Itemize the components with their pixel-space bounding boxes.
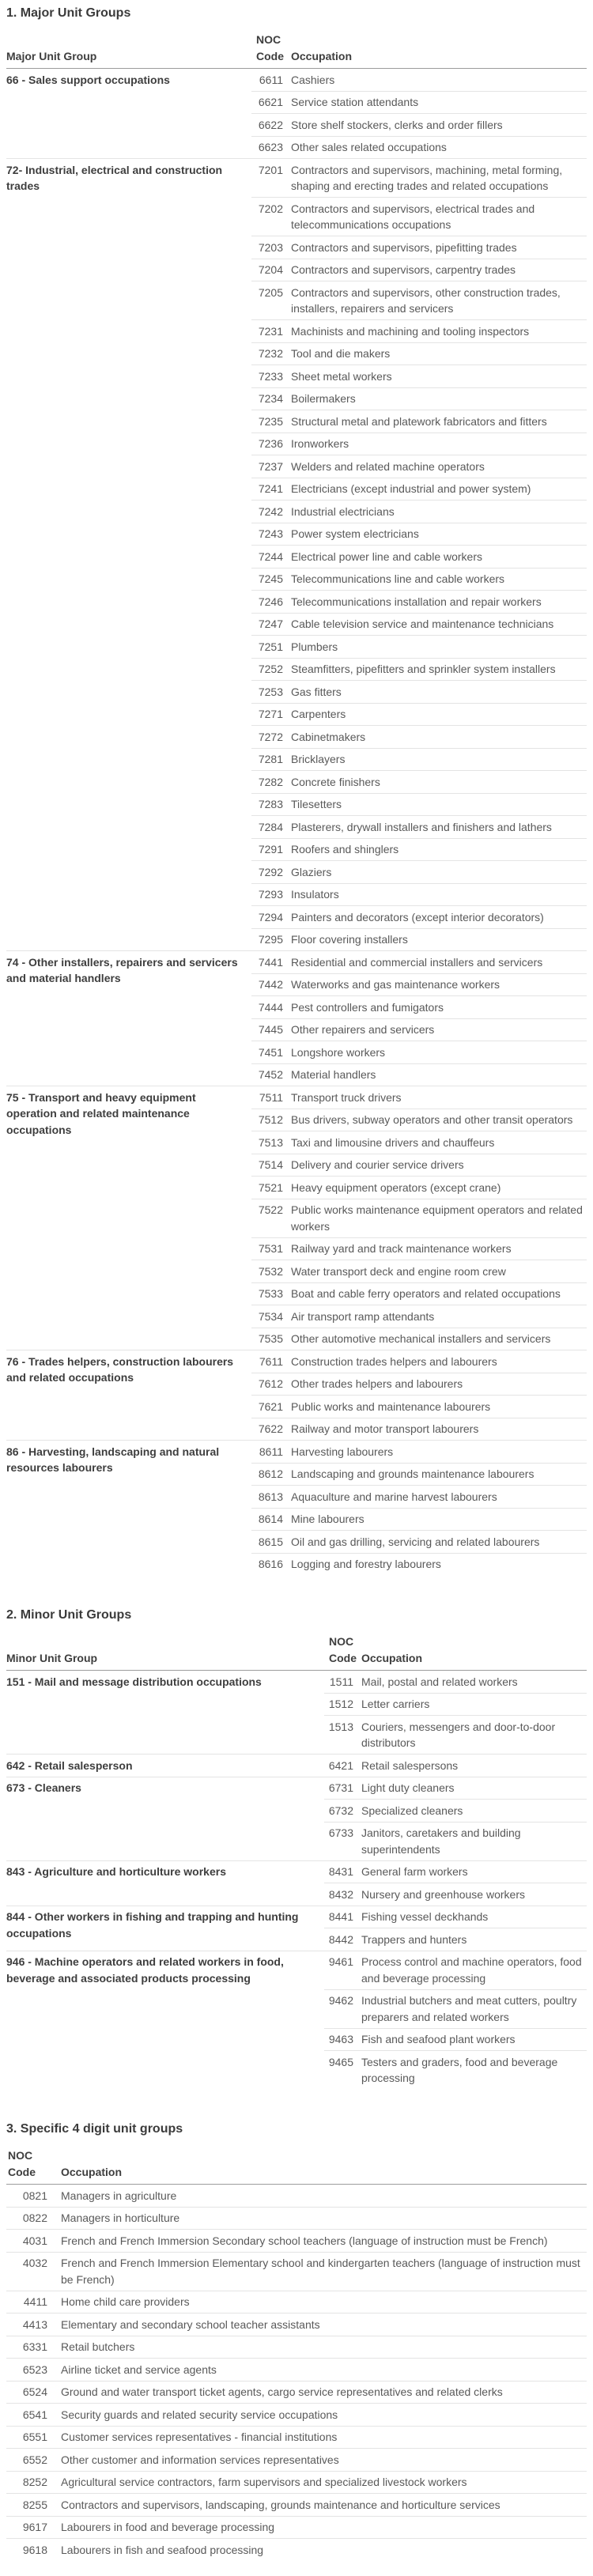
unit-group-name: 844 - Other workers in fishing and trapping and hunting occupations bbox=[6, 1906, 324, 1951]
noc-code: 7521 bbox=[251, 1177, 291, 1199]
noc-code: 8442 bbox=[324, 1928, 361, 1951]
noc-code: 7294 bbox=[251, 906, 291, 929]
occupation: Fishing vessel deckhands bbox=[361, 1906, 587, 1928]
noc-code: 7245 bbox=[251, 568, 291, 591]
table-row bbox=[6, 2313, 587, 2336]
noc-code: 7235 bbox=[251, 410, 291, 433]
noc-code: 8612 bbox=[251, 1463, 291, 1486]
occupation: Painters and decorators (except interior decorators) bbox=[291, 906, 587, 929]
noc-code: 7203 bbox=[251, 236, 291, 259]
occupation: Customer services representatives - financial institutions bbox=[55, 2426, 587, 2449]
occupation: Other automotive mechanical installers and servicers bbox=[291, 1328, 587, 1350]
noc-code: 1512 bbox=[324, 1693, 361, 1716]
table-row bbox=[6, 2404, 587, 2427]
noc-code: 7292 bbox=[251, 861, 291, 884]
column-header-noc-code: NOC Code bbox=[251, 32, 291, 69]
unit-group-name: 946 - Machine operators and related workers in food, beverage and associated products processing bbox=[6, 1951, 324, 2089]
occupation: Contractors and supervisors, other construction trades, installers, repairers and servicers bbox=[291, 281, 587, 320]
occupation: Store shelf stockers, clerks and order fillers bbox=[291, 114, 587, 137]
unit-group-name: 86 - Harvesting, landscaping and natural resources labourers bbox=[6, 1441, 251, 1576]
noc-code: 1513 bbox=[324, 1716, 361, 1754]
noc-code: 7281 bbox=[251, 748, 291, 771]
occupation: Managers in horticulture bbox=[55, 2207, 587, 2230]
table-row bbox=[6, 2291, 587, 2313]
table-row bbox=[6, 1671, 587, 1694]
occupation: Water transport deck and engine room crew bbox=[291, 1260, 587, 1283]
table-row bbox=[6, 1086, 587, 1109]
occupation: Welders and related machine operators bbox=[291, 455, 587, 478]
occupation: Plasterers, drywall installers and finishers and lathers bbox=[291, 816, 587, 839]
occupation: Retail salespersons bbox=[361, 1754, 587, 1777]
noc-code: 6733 bbox=[324, 1822, 361, 1860]
table-row bbox=[6, 2230, 587, 2253]
noc-code: 8441 bbox=[324, 1906, 361, 1928]
noc-code: 7532 bbox=[251, 1260, 291, 1283]
noc-code: 7237 bbox=[251, 455, 291, 478]
noc-code: 6732 bbox=[324, 1800, 361, 1822]
occupation: Carpenters bbox=[291, 703, 587, 726]
noc-code: 7512 bbox=[251, 1109, 291, 1131]
table-row bbox=[6, 159, 587, 198]
occupation: Janitors, caretakers and building superintendents bbox=[361, 1822, 587, 1860]
occupation: Plumbers bbox=[291, 636, 587, 659]
noc-code: 6552 bbox=[6, 2449, 55, 2472]
occupation: Heavy equipment operators (except crane) bbox=[291, 1177, 587, 1199]
noc-code: 7271 bbox=[251, 703, 291, 726]
noc-code: 7204 bbox=[251, 259, 291, 281]
occupation: Couriers, messengers and door-to-door distributors bbox=[361, 1716, 587, 1754]
occupation: Letter carriers bbox=[361, 1693, 587, 1716]
noc-code: 6524 bbox=[6, 2381, 55, 2404]
noc-code: 6551 bbox=[6, 2426, 55, 2449]
column-header-group: Minor Unit Group bbox=[6, 1634, 324, 1671]
table-body bbox=[6, 69, 587, 1576]
unit-group-name: 72- Industrial, electrical and construction trades bbox=[6, 159, 251, 951]
noc-code: 0821 bbox=[6, 2185, 55, 2208]
table-row bbox=[6, 2359, 587, 2381]
occupation: Contractors and supervisors, landscaping, grounds maintenance and horticulture services bbox=[55, 2494, 587, 2517]
noc-code: 7233 bbox=[251, 365, 291, 388]
section-minor-unit-groups bbox=[6, 1608, 587, 2089]
noc-code: 7535 bbox=[251, 1328, 291, 1350]
occupation: Other trades helpers and labourers bbox=[291, 1373, 587, 1396]
occupation: Telecommunications installation and repair workers bbox=[291, 591, 587, 614]
noc-code: 7621 bbox=[251, 1396, 291, 1418]
noc-code: 0822 bbox=[6, 2207, 55, 2230]
noc-code: 7511 bbox=[251, 1086, 291, 1109]
column-header-noc-code: NOC Code bbox=[6, 2147, 55, 2185]
table-row bbox=[6, 1441, 587, 1464]
table-header-row bbox=[6, 1634, 587, 1671]
occupation: Mine labourers bbox=[291, 1508, 587, 1531]
occupation: Mail, postal and related workers bbox=[361, 1671, 587, 1694]
noc-code: 7612 bbox=[251, 1373, 291, 1396]
occupation: Concrete finishers bbox=[291, 771, 587, 794]
noc-code: 7205 bbox=[251, 281, 291, 320]
table-row bbox=[6, 2471, 587, 2494]
occupation: Contractors and supervisors, electrical trades and telecommunications occupations bbox=[291, 198, 587, 236]
table-row bbox=[6, 2252, 587, 2291]
noc-code: 7444 bbox=[251, 996, 291, 1019]
column-header-occupation: Occupation bbox=[55, 2147, 587, 2185]
noc-code: 8614 bbox=[251, 1508, 291, 1531]
occupation: Pest controllers and fumigators bbox=[291, 996, 587, 1019]
occupation: Agricultural service contractors, farm supervisors and specialized livestock workers bbox=[55, 2471, 587, 2494]
section-title-major: 1. Major Unit Groups bbox=[6, 6, 131, 20]
occupation: Air transport ramp attendants bbox=[291, 1305, 587, 1328]
table-row bbox=[6, 2494, 587, 2517]
occupation: Public works maintenance equipment operators and related workers bbox=[291, 1199, 587, 1237]
occupation: Bricklayers bbox=[291, 748, 587, 771]
noc-code: 7441 bbox=[251, 951, 291, 974]
occupation: Delivery and courier service drivers bbox=[291, 1154, 587, 1177]
occupation: Residential and commercial installers and servicers bbox=[291, 951, 587, 974]
occupation: Tilesetters bbox=[291, 793, 587, 816]
occupation: Tool and die makers bbox=[291, 342, 587, 365]
occupation: Electrical power line and cable workers bbox=[291, 546, 587, 568]
noc-code: 8611 bbox=[251, 1441, 291, 1464]
unit-group-name: 151 - Mail and message distribution occupations bbox=[6, 1671, 324, 1754]
occupation: Cable television service and maintenance technicians bbox=[291, 613, 587, 636]
noc-code: 7293 bbox=[251, 883, 291, 906]
noc-code: 8252 bbox=[6, 2471, 55, 2494]
table-body bbox=[6, 1671, 587, 2090]
occupation: Railway and motor transport labourers bbox=[291, 1418, 587, 1441]
column-header-occupation: Occupation bbox=[361, 1634, 587, 1671]
table-row bbox=[6, 2516, 587, 2539]
table-row bbox=[6, 2449, 587, 2472]
noc-code: 7282 bbox=[251, 771, 291, 794]
occupation: Managers in agriculture bbox=[55, 2185, 587, 2208]
noc-code: 8255 bbox=[6, 2494, 55, 2517]
table-row bbox=[6, 1906, 587, 1928]
table-row bbox=[6, 1951, 587, 1989]
noc-code: 7284 bbox=[251, 816, 291, 839]
occupation: Taxi and limousine drivers and chauffeurs bbox=[291, 1131, 587, 1154]
table-row bbox=[6, 1777, 587, 1800]
noc-code: 7452 bbox=[251, 1063, 291, 1086]
noc-code: 7442 bbox=[251, 973, 291, 996]
occupation: Fish and seafood plant workers bbox=[361, 2028, 587, 2051]
noc-code: 7622 bbox=[251, 1418, 291, 1441]
occupation: Elementary and secondary school teacher assistants bbox=[55, 2313, 587, 2336]
occupation: Longshore workers bbox=[291, 1041, 587, 1064]
occupation: Boilermakers bbox=[291, 387, 587, 410]
occupation: Transport truck drivers bbox=[291, 1086, 587, 1109]
occupation: Other sales related occupations bbox=[291, 136, 587, 159]
noc-code: 7522 bbox=[251, 1199, 291, 1237]
occupation: Waterworks and gas maintenance workers bbox=[291, 973, 587, 996]
occupation: Specialized cleaners bbox=[361, 1800, 587, 1822]
noc-code: 7201 bbox=[251, 159, 291, 198]
noc-code: 7247 bbox=[251, 613, 291, 636]
occupation: Landscaping and grounds maintenance labourers bbox=[291, 1463, 587, 1486]
noc-code: 4032 bbox=[6, 2252, 55, 2291]
table-row bbox=[6, 1754, 587, 1777]
noc-code: 6621 bbox=[251, 91, 291, 114]
table-row bbox=[6, 2381, 587, 2404]
noc-code: 7291 bbox=[251, 838, 291, 861]
noc-code: 7242 bbox=[251, 500, 291, 523]
noc-code: 8432 bbox=[324, 1883, 361, 1906]
noc-code: 7231 bbox=[251, 320, 291, 343]
occupation: Logging and forestry labourers bbox=[291, 1553, 587, 1575]
occupation: Sheet metal workers bbox=[291, 365, 587, 388]
noc-code: 8616 bbox=[251, 1553, 291, 1575]
major-unit-groups-table bbox=[6, 32, 587, 1575]
noc-code: 7514 bbox=[251, 1154, 291, 1177]
noc-code: 9465 bbox=[324, 2051, 361, 2090]
unit-group-name: 66 - Sales support occupations bbox=[6, 69, 251, 159]
occupation: Structural metal and platework fabricators and fitters bbox=[291, 410, 587, 433]
occupation: Labourers in fish and seafood processing bbox=[55, 2539, 587, 2561]
noc-code: 7202 bbox=[251, 198, 291, 236]
table-row bbox=[6, 951, 587, 974]
table-header-row bbox=[6, 2147, 587, 2185]
table-row bbox=[6, 1860, 587, 1883]
occupation: General farm workers bbox=[361, 1860, 587, 1883]
occupation: Glaziers bbox=[291, 861, 587, 884]
occupation: Ironworkers bbox=[291, 432, 587, 455]
occupation: Airline ticket and service agents bbox=[55, 2359, 587, 2381]
noc-code: 9617 bbox=[6, 2516, 55, 2539]
noc-code: 6523 bbox=[6, 2359, 55, 2381]
noc-code: 7295 bbox=[251, 928, 291, 951]
unit-group-name: 75 - Transport and heavy equipment operation and related maintenance occupations bbox=[6, 1086, 251, 1350]
occupation: Floor covering installers bbox=[291, 928, 587, 951]
section-specific-unit-groups bbox=[6, 2122, 587, 2561]
table-row bbox=[6, 2336, 587, 2359]
occupation: Ground and water transport ticket agents, cargo service representatives and related clerks bbox=[55, 2381, 587, 2404]
occupation: Other customer and information services representatives bbox=[55, 2449, 587, 2472]
occupation: Testers and graders, food and beverage processing bbox=[361, 2051, 587, 2090]
noc-code: 7272 bbox=[251, 726, 291, 749]
occupation: Power system electricians bbox=[291, 523, 587, 546]
column-header-noc-code: NOC Code bbox=[324, 1634, 361, 1671]
section-title-specific: 3. Specific 4 digit unit groups bbox=[6, 2122, 183, 2136]
noc-code: 9463 bbox=[324, 2028, 361, 2051]
occupation: Service station attendants bbox=[291, 91, 587, 114]
noc-code: 7252 bbox=[251, 658, 291, 681]
noc-code: 9461 bbox=[324, 1951, 361, 1989]
noc-code: 7534 bbox=[251, 1305, 291, 1328]
table-header-row bbox=[6, 32, 587, 69]
occupation: Public works and maintenance labourers bbox=[291, 1396, 587, 1418]
occupation: Boat and cable ferry operators and related occupations bbox=[291, 1282, 587, 1305]
table-row bbox=[6, 1350, 587, 1373]
noc-code: 1511 bbox=[324, 1671, 361, 1694]
occupation: Machinists and machining and tooling inspectors bbox=[291, 320, 587, 343]
occupation: Cabinetmakers bbox=[291, 726, 587, 749]
occupation: Railway yard and track maintenance workers bbox=[291, 1237, 587, 1260]
unit-group-name: 642 - Retail salesperson bbox=[6, 1754, 324, 1777]
noc-code: 7283 bbox=[251, 793, 291, 816]
noc-code: 7232 bbox=[251, 342, 291, 365]
unit-group-name: 76 - Trades helpers, construction labourers and related occupations bbox=[6, 1350, 251, 1441]
noc-code: 7234 bbox=[251, 387, 291, 410]
occupation: Home child care providers bbox=[55, 2291, 587, 2313]
occupation: Retail butchers bbox=[55, 2336, 587, 2359]
noc-code: 7251 bbox=[251, 636, 291, 659]
occupation: Nursery and greenhouse workers bbox=[361, 1883, 587, 1906]
noc-code: 7241 bbox=[251, 478, 291, 500]
noc-code: 6731 bbox=[324, 1777, 361, 1800]
occupation: Gas fitters bbox=[291, 681, 587, 704]
noc-code: 7243 bbox=[251, 523, 291, 546]
occupation: Contractors and supervisors, pipefitting trades bbox=[291, 236, 587, 259]
occupation: Light duty cleaners bbox=[361, 1777, 587, 1800]
section-major-unit-groups bbox=[6, 6, 587, 1575]
noc-code: 7451 bbox=[251, 1041, 291, 1064]
table-row bbox=[6, 69, 587, 92]
noc-code: 7611 bbox=[251, 1350, 291, 1373]
noc-code: 4413 bbox=[6, 2313, 55, 2336]
noc-code: 4031 bbox=[6, 2230, 55, 2253]
table-row bbox=[6, 2426, 587, 2449]
occupation: Contractors and supervisors, carpentry trades bbox=[291, 259, 587, 281]
occupation: Industrial butchers and meat cutters, poultry preparers and related workers bbox=[361, 1989, 587, 2028]
occupation: Industrial electricians bbox=[291, 500, 587, 523]
noc-code: 7533 bbox=[251, 1282, 291, 1305]
occupation: Construction trades helpers and labourers bbox=[291, 1350, 587, 1373]
occupation: Electricians (except industrial and power system) bbox=[291, 478, 587, 500]
column-header-group: Major Unit Group bbox=[6, 32, 251, 69]
noc-code: 8613 bbox=[251, 1486, 291, 1509]
noc-code: 6622 bbox=[251, 114, 291, 137]
occupation: Steamfitters, pipefitters and sprinkler system installers bbox=[291, 658, 587, 681]
occupation: Material handlers bbox=[291, 1063, 587, 1086]
noc-code: 8615 bbox=[251, 1531, 291, 1554]
unit-group-name: 843 - Agriculture and horticulture workers bbox=[6, 1860, 324, 1906]
noc-code: 9618 bbox=[6, 2539, 55, 2561]
noc-code: 7244 bbox=[251, 546, 291, 568]
occupation: Other repairers and servicers bbox=[291, 1018, 587, 1041]
noc-code: 7513 bbox=[251, 1131, 291, 1154]
occupation: Roofers and shinglers bbox=[291, 838, 587, 861]
occupation: French and French Immersion Secondary school teachers (language of instruction must be French) bbox=[55, 2230, 587, 2253]
occupation: Oil and gas drilling, servicing and related labourers bbox=[291, 1531, 587, 1554]
noc-code: 6331 bbox=[6, 2336, 55, 2359]
table-row bbox=[6, 2185, 587, 2208]
noc-code: 8431 bbox=[324, 1860, 361, 1883]
table-row bbox=[6, 2539, 587, 2561]
occupation: Aquaculture and marine harvest labourers bbox=[291, 1486, 587, 1509]
unit-group-name: 74 - Other installers, repairers and servicers and material handlers bbox=[6, 951, 251, 1086]
unit-group-name: 673 - Cleaners bbox=[6, 1777, 324, 1860]
noc-code: 6623 bbox=[251, 136, 291, 159]
noc-code: 6541 bbox=[6, 2404, 55, 2427]
occupation: Harvesting labourers bbox=[291, 1441, 587, 1464]
noc-code: 7531 bbox=[251, 1237, 291, 1260]
specific-unit-groups-table bbox=[6, 2147, 587, 2561]
occupation: Trappers and hunters bbox=[361, 1928, 587, 1951]
occupation: Labourers in food and beverage processing bbox=[55, 2516, 587, 2539]
table-row bbox=[6, 2207, 587, 2230]
occupation: French and French Immersion Elementary school and kindergarten teachers (language of instruction must be French) bbox=[55, 2252, 587, 2291]
noc-code: 7236 bbox=[251, 432, 291, 455]
occupation: Contractors and supervisors, machining, metal forming, shaping and erecting trades and related occupations bbox=[291, 159, 587, 198]
occupation: Insulators bbox=[291, 883, 587, 906]
occupation: Security guards and related security service occupations bbox=[55, 2404, 587, 2427]
noc-code: 4411 bbox=[6, 2291, 55, 2313]
noc-code: 7246 bbox=[251, 591, 291, 614]
column-header-occupation: Occupation bbox=[291, 32, 587, 69]
noc-code: 6421 bbox=[324, 1754, 361, 1777]
section-title-minor: 2. Minor Unit Groups bbox=[6, 1608, 132, 1622]
table-body bbox=[6, 2185, 587, 2561]
noc-code: 7445 bbox=[251, 1018, 291, 1041]
occupation: Bus drivers, subway operators and other transit operators bbox=[291, 1109, 587, 1131]
minor-unit-groups-table bbox=[6, 1634, 587, 2089]
noc-code: 6611 bbox=[251, 69, 291, 92]
noc-code: 7253 bbox=[251, 681, 291, 704]
occupation: Cashiers bbox=[291, 69, 587, 92]
noc-code: 9462 bbox=[324, 1989, 361, 2028]
occupation: Process control and machine operators, food and beverage processing bbox=[361, 1951, 587, 1989]
occupation: Telecommunications line and cable workers bbox=[291, 568, 587, 591]
